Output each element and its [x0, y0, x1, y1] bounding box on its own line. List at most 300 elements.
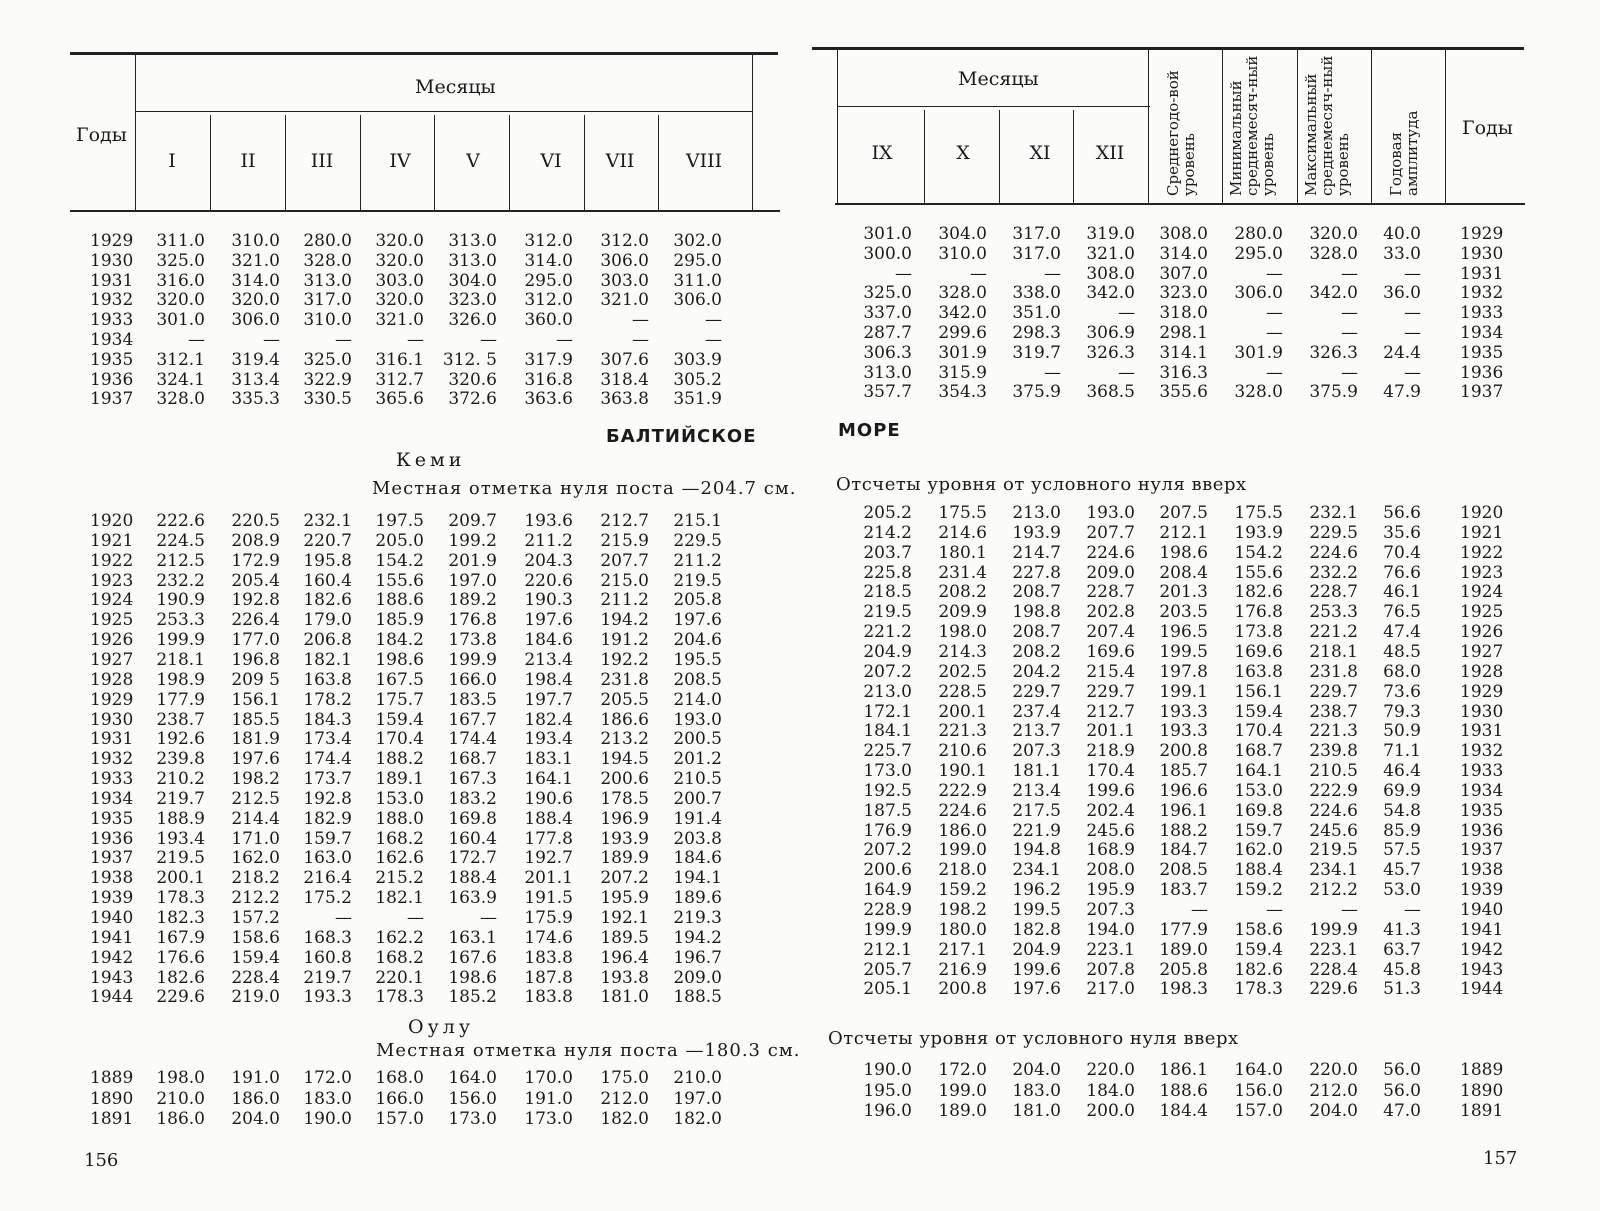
value-cell: 245.6: [1086, 820, 1135, 841]
value-cell: 157.0: [375, 1109, 424, 1129]
value-cell: 328.0: [303, 250, 352, 271]
year-cell: 1921: [1460, 522, 1504, 543]
value-cell: 197.7: [524, 689, 573, 710]
right-vline: [1371, 50, 1372, 205]
value-cell: 183.7: [1159, 880, 1208, 901]
value-cell: 190.3: [524, 590, 573, 611]
value-cell: —: [895, 263, 912, 284]
value-cell: 204.9: [1012, 939, 1061, 960]
value-cell: 174.6: [524, 927, 573, 948]
table-row: [0, 761, 1600, 782]
year-cell: 1889: [90, 1068, 134, 1088]
value-cell: 183.8: [524, 987, 573, 1008]
value-cell: 202.8: [1086, 602, 1135, 623]
value-cell: 160.4: [448, 828, 497, 849]
value-cell: 323.0: [1159, 283, 1208, 304]
value-cell: 197.0: [673, 1088, 722, 1109]
table-row: [0, 1101, 1600, 1122]
table-row: [0, 283, 1600, 304]
value-cell: 321.0: [231, 250, 280, 271]
value-cell: 175.5: [938, 503, 987, 523]
value-cell: —: [1044, 362, 1061, 383]
table-row: [0, 563, 1600, 584]
value-cell: 194.1: [673, 868, 722, 889]
month-header-V: V: [466, 150, 480, 172]
value-cell: 195.9: [1086, 880, 1135, 901]
right-months-rule: [838, 106, 1150, 107]
value-cell: 159.4: [1234, 939, 1283, 960]
value-cell: 308.0: [1086, 263, 1135, 284]
value-cell: 50.9: [1383, 721, 1421, 742]
value-cell: 196.5: [1159, 622, 1208, 643]
value-cell: 205.2: [863, 503, 912, 523]
value-cell: 203.8: [673, 828, 722, 849]
right-months-header: Месяцы: [958, 68, 1039, 90]
year-cell: 1933: [90, 310, 134, 331]
value-cell: 215.4: [1086, 661, 1135, 682]
value-cell: 188.9: [156, 808, 205, 829]
value-cell: 193.8: [600, 967, 649, 988]
value-cell: 176.8: [1234, 602, 1283, 623]
value-cell: 193.3: [303, 987, 352, 1008]
value-cell: 253.3: [1309, 602, 1358, 623]
year-cell: 1938: [90, 868, 134, 889]
value-cell: 182.6: [1234, 959, 1283, 980]
value-cell: —: [1118, 303, 1135, 324]
value-cell: 220.6: [524, 570, 573, 591]
value-cell: 156.1: [1234, 681, 1283, 702]
value-cell: 188.6: [375, 590, 424, 611]
value-cell: 320.0: [156, 290, 205, 311]
value-cell: 162.0: [231, 848, 280, 869]
value-cell: 313.0: [303, 270, 352, 291]
value-cell: 33.0: [1383, 243, 1421, 264]
value-cell: 154.2: [375, 550, 424, 571]
value-cell: 183.5: [448, 689, 497, 710]
value-cell: 184.6: [673, 848, 722, 869]
month-header-X: X: [956, 142, 970, 164]
value-cell: 318.0: [1159, 303, 1208, 324]
value-cell: 224.6: [1086, 542, 1135, 563]
value-cell: 175.7: [375, 689, 424, 710]
year-cell: 1929: [1460, 681, 1504, 702]
value-cell: 181.0: [600, 987, 649, 1008]
year-cell: 1934: [1460, 323, 1504, 343]
value-cell: 197.6: [231, 749, 280, 770]
value-cell: 179.0: [303, 610, 352, 631]
note-level-readings-2: Отсчеты уровня от условного нуля вверх: [828, 1028, 1239, 1049]
value-cell: 167.9: [156, 927, 205, 948]
value-cell: 159.4: [375, 709, 424, 730]
value-cell: 221.9: [1012, 820, 1061, 841]
value-cell: 178.3: [1234, 979, 1283, 1000]
value-cell: 311.0: [673, 270, 722, 291]
value-cell: 316.1: [375, 349, 424, 370]
value-cell: 198.0: [156, 1068, 205, 1088]
value-cell: 186.0: [938, 820, 987, 841]
value-cell: 306.0: [600, 250, 649, 271]
value-cell: 189.9: [600, 848, 649, 869]
value-cell: 217.1: [938, 939, 987, 960]
value-cell: 195.8: [303, 550, 352, 571]
table-row: [0, 323, 1600, 344]
month-header-IX: IX: [871, 142, 893, 164]
value-cell: 164.1: [1234, 761, 1283, 782]
value-cell: 184.4: [1159, 1101, 1208, 1121]
value-cell: 314.0: [231, 270, 280, 291]
value-cell: 372.6: [448, 389, 497, 410]
value-cell: 184.1: [863, 721, 912, 742]
value-cell: 163.8: [303, 669, 352, 690]
table-row: [0, 642, 1600, 663]
value-cell: 185.5: [231, 709, 280, 730]
value-cell: 317.0: [1012, 224, 1061, 244]
value-cell: 307.0: [1159, 263, 1208, 284]
value-cell: 300.0: [863, 243, 912, 264]
year-cell: 1944: [1460, 979, 1504, 1000]
value-cell: 212.7: [600, 511, 649, 531]
value-cell: 335.3: [231, 389, 280, 410]
value-cell: 159.2: [938, 880, 987, 901]
value-cell: 207.2: [600, 868, 649, 889]
value-cell: 317.0: [1012, 243, 1061, 264]
value-cell: 56.6: [1383, 503, 1421, 523]
value-cell: —: [1341, 362, 1358, 383]
value-cell: 193.3: [1159, 721, 1208, 742]
value-cell: 196.0: [863, 1101, 912, 1121]
value-cell: 196.2: [1012, 880, 1061, 901]
value-cell: 323.0: [448, 290, 497, 311]
value-cell: 216.9: [938, 959, 987, 980]
value-cell: 314.0: [524, 250, 573, 271]
value-cell: 200.6: [863, 860, 912, 881]
left-vline: [752, 55, 753, 210]
value-cell: 217.0: [1086, 979, 1135, 1000]
value-cell: 212.2: [1309, 880, 1358, 901]
sea-title-right: МОРЕ: [838, 420, 901, 441]
value-cell: 40.0: [1383, 224, 1421, 244]
value-cell: 212.0: [600, 1088, 649, 1109]
value-cell: 218.0: [938, 860, 987, 881]
year-cell: 1937: [1460, 840, 1504, 861]
value-cell: 223.1: [1086, 939, 1135, 960]
value-cell: 194.8: [1012, 840, 1061, 861]
value-cell: 232.2: [1309, 562, 1358, 583]
value-cell: 229.7: [1086, 681, 1135, 702]
value-cell: 218.1: [1309, 641, 1358, 662]
value-cell: 219.5: [1309, 840, 1358, 861]
year-cell: 1925: [90, 610, 134, 631]
value-cell: 199.6: [1012, 959, 1061, 980]
year-cell: 1936: [1460, 362, 1504, 383]
value-cell: 178.3: [156, 888, 205, 909]
value-cell: 168.7: [448, 749, 497, 770]
value-cell: 195.5: [673, 649, 722, 670]
value-cell: 188.5: [673, 987, 722, 1008]
year-cell: 1930: [90, 709, 134, 730]
value-cell: 375.9: [1012, 382, 1061, 403]
value-cell: 190.1: [938, 761, 987, 782]
value-cell: 155.6: [1234, 562, 1283, 583]
sea-title-left: БАЛТИЙСКОЕ: [606, 426, 757, 447]
value-cell: 160.8: [303, 947, 352, 968]
value-cell: 159.4: [1234, 701, 1283, 722]
station-oulu: Оулу: [408, 1016, 475, 1038]
value-cell: 209.9: [938, 602, 987, 623]
value-cell: 160.4: [303, 570, 352, 591]
value-cell: 188.4: [1234, 860, 1283, 881]
year-cell: 1929: [90, 231, 134, 251]
value-cell: 189.0: [938, 1101, 987, 1121]
value-cell: 317.9: [524, 349, 573, 370]
value-cell: 210.5: [1309, 761, 1358, 782]
value-cell: 201.1: [524, 868, 573, 889]
value-cell: 207.5: [1159, 503, 1208, 523]
value-cell: 175.0: [600, 1068, 649, 1088]
value-cell: 239.8: [1309, 741, 1358, 762]
value-cell: 208.5: [673, 669, 722, 690]
page-number-right: 157: [1483, 1148, 1518, 1169]
value-cell: 189.0: [1159, 939, 1208, 960]
value-cell: 176.6: [156, 947, 205, 968]
value-cell: 188.4: [524, 808, 573, 829]
value-cell: 222.9: [1309, 780, 1358, 801]
right-vline: [1297, 50, 1298, 205]
value-cell: 215.9: [600, 530, 649, 551]
value-cell: —: [1191, 900, 1208, 920]
value-cell: 306.0: [231, 310, 280, 331]
value-cell: 164.9: [863, 880, 912, 901]
value-cell: 337.0: [863, 303, 912, 324]
value-cell: 169.8: [1234, 800, 1283, 821]
value-cell: 178.5: [600, 788, 649, 809]
value-cell: 295.0: [1234, 243, 1283, 264]
left-vline: [658, 115, 659, 210]
table-row: [0, 523, 1600, 544]
value-cell: 198.6: [1159, 542, 1208, 563]
right-vline: [1073, 110, 1074, 203]
value-cell: 228.9: [863, 900, 912, 920]
value-cell: 191.4: [673, 808, 722, 829]
value-cell: 205.8: [673, 590, 722, 611]
value-cell: —: [556, 330, 573, 350]
year-cell: 1932: [90, 749, 134, 770]
table-row: [0, 503, 1600, 524]
value-cell: —: [1341, 303, 1358, 324]
value-cell: 193.9: [1234, 522, 1283, 543]
value-cell: 210.6: [938, 741, 987, 762]
right-vline: [999, 110, 1000, 203]
value-cell: —: [970, 263, 987, 284]
value-cell: 191.0: [524, 1088, 573, 1109]
value-cell: 313.0: [448, 231, 497, 251]
value-cell: 175.5: [1234, 503, 1283, 523]
table-row: [0, 900, 1600, 921]
year-cell: 1933: [1460, 303, 1504, 324]
value-cell: 63.7: [1383, 939, 1421, 960]
value-cell: 180.0: [938, 919, 987, 940]
value-cell: 213.0: [1012, 503, 1061, 523]
value-cell: 328.0: [156, 389, 205, 410]
value-cell: 321.0: [375, 310, 424, 331]
value-cell: 73.6: [1383, 681, 1421, 702]
value-cell: 199.2: [448, 530, 497, 551]
value-cell: 355.6: [1159, 382, 1208, 403]
value-cell: 205.4: [231, 570, 280, 591]
value-cell: 320.0: [375, 290, 424, 311]
year-cell: 1933: [90, 769, 134, 790]
value-cell: 224.6: [938, 800, 987, 821]
value-cell: 162.6: [375, 848, 424, 869]
value-cell: 221.2: [1309, 622, 1358, 643]
value-cell: 357.7: [863, 382, 912, 403]
value-cell: 183.2: [448, 788, 497, 809]
value-cell: 155.6: [375, 570, 424, 591]
value-cell: 198.8: [1012, 602, 1061, 623]
value-cell: 183.0: [1012, 1080, 1061, 1101]
value-cell: 173.8: [448, 630, 497, 651]
value-cell: 195.9: [600, 888, 649, 909]
value-cell: 169.6: [1086, 641, 1135, 662]
table-row: [0, 979, 1600, 1000]
value-cell: 351.9: [673, 389, 722, 410]
value-cell: 303.0: [600, 270, 649, 291]
value-cell: 71.1: [1383, 741, 1421, 762]
value-cell: 181.0: [1012, 1101, 1061, 1121]
value-cell: 204.0: [1012, 1060, 1061, 1080]
year-cell: 1927: [90, 649, 134, 670]
value-cell: 229.7: [1012, 681, 1061, 702]
value-cell: 225.8: [863, 562, 912, 583]
value-cell: 229.6: [1309, 979, 1358, 1000]
year-cell: 1890: [1460, 1080, 1504, 1101]
value-cell: —: [1118, 362, 1135, 383]
value-cell: 48.5: [1383, 641, 1421, 662]
value-cell: 324.1: [156, 369, 205, 390]
year-cell: 1928: [90, 669, 134, 690]
value-cell: 320.0: [1309, 224, 1358, 244]
value-cell: 239.8: [156, 749, 205, 770]
value-cell: 320.6: [448, 369, 497, 390]
value-cell: 167.6: [448, 947, 497, 968]
value-cell: 208.9: [231, 530, 280, 551]
value-cell: 226.4: [231, 610, 280, 631]
value-cell: 56.0: [1383, 1080, 1421, 1101]
value-cell: 280.0: [303, 231, 352, 251]
value-cell: 177.0: [231, 630, 280, 651]
value-cell: 169.8: [448, 808, 497, 829]
value-cell: 198.4: [524, 669, 573, 690]
value-cell: 168.2: [375, 828, 424, 849]
value-cell: —: [632, 330, 649, 350]
value-cell: 197.0: [448, 570, 497, 591]
value-cell: 205.7: [863, 959, 912, 980]
value-cell: 204.0: [231, 1109, 280, 1129]
value-cell: 182.0: [673, 1109, 722, 1129]
table-row: [0, 662, 1600, 683]
value-cell: 196.4: [600, 947, 649, 968]
right-vline: [1148, 50, 1149, 205]
year-cell: 1930: [90, 250, 134, 271]
station-oulu-mark: Местная отметка нуля поста —180.3 см.: [376, 1040, 801, 1061]
value-cell: 315.9: [938, 362, 987, 383]
year-cell: 1930: [1460, 701, 1504, 722]
table-row: [0, 702, 1600, 723]
value-cell: 208.2: [1012, 641, 1061, 662]
value-cell: 196.1: [1159, 800, 1208, 821]
value-cell: 219.7: [303, 967, 352, 988]
value-cell: 368.5: [1086, 382, 1135, 403]
year-cell: 1891: [90, 1109, 134, 1129]
year-cell: 1929: [1460, 224, 1504, 244]
value-cell: 199.0: [938, 1080, 987, 1101]
value-cell: —: [1341, 900, 1358, 920]
value-cell: 320.0: [231, 290, 280, 311]
year-cell: 1927: [1460, 641, 1504, 662]
value-cell: 214.2: [863, 522, 912, 543]
year-cell: 1931: [1460, 721, 1504, 742]
value-cell: 186.0: [231, 1088, 280, 1109]
value-cell: 172.9: [231, 550, 280, 571]
year-cell: 1938: [1460, 860, 1504, 881]
value-cell: 47.0: [1383, 1101, 1421, 1121]
value-cell: 198.6: [375, 649, 424, 670]
value-cell: 189.2: [448, 590, 497, 611]
year-cell: 1923: [90, 570, 134, 591]
value-cell: 198.9: [156, 669, 205, 690]
value-cell: —: [335, 908, 352, 928]
value-cell: 166.0: [375, 1088, 424, 1109]
value-cell: 225.7: [863, 741, 912, 762]
value-cell: 182.0: [600, 1109, 649, 1129]
year-cell: 1935: [90, 349, 134, 370]
value-cell: 222.6: [156, 511, 205, 531]
value-cell: —: [1044, 263, 1061, 284]
value-cell: 196.7: [673, 947, 722, 968]
value-cell: 54.8: [1383, 800, 1421, 821]
table-row: [0, 343, 1600, 364]
value-cell: 211.2: [673, 550, 722, 571]
value-cell: 178.2: [303, 689, 352, 710]
value-cell: 197.8: [1159, 661, 1208, 682]
value-cell: —: [263, 330, 280, 350]
value-cell: 157.0: [1234, 1101, 1283, 1121]
value-cell: 304.0: [938, 224, 987, 244]
value-cell: —: [188, 330, 205, 350]
value-cell: 299.6: [938, 323, 987, 343]
value-cell: —: [407, 908, 424, 928]
value-cell: 172.0: [303, 1068, 352, 1088]
year-cell: 1941: [90, 927, 134, 948]
value-cell: 168.3: [303, 927, 352, 948]
value-cell: 192.1: [600, 908, 649, 928]
table-row: [0, 303, 1600, 324]
value-cell: 220.7: [303, 530, 352, 551]
value-cell: 295.0: [673, 250, 722, 271]
value-cell: 204.0: [1309, 1101, 1358, 1121]
year-cell: 1937: [90, 848, 134, 869]
value-cell: 220.5: [231, 511, 280, 531]
value-cell: 312.1: [156, 349, 205, 370]
value-cell: 199.0: [938, 840, 987, 861]
value-cell: 208.4: [1159, 562, 1208, 583]
value-cell: 229.5: [1309, 522, 1358, 543]
value-cell: 167.7: [448, 709, 497, 730]
value-cell: 219.3: [673, 908, 722, 928]
value-cell: 70.4: [1383, 542, 1421, 563]
value-cell: 210.0: [673, 1068, 722, 1088]
year-cell: 1934: [1460, 780, 1504, 801]
